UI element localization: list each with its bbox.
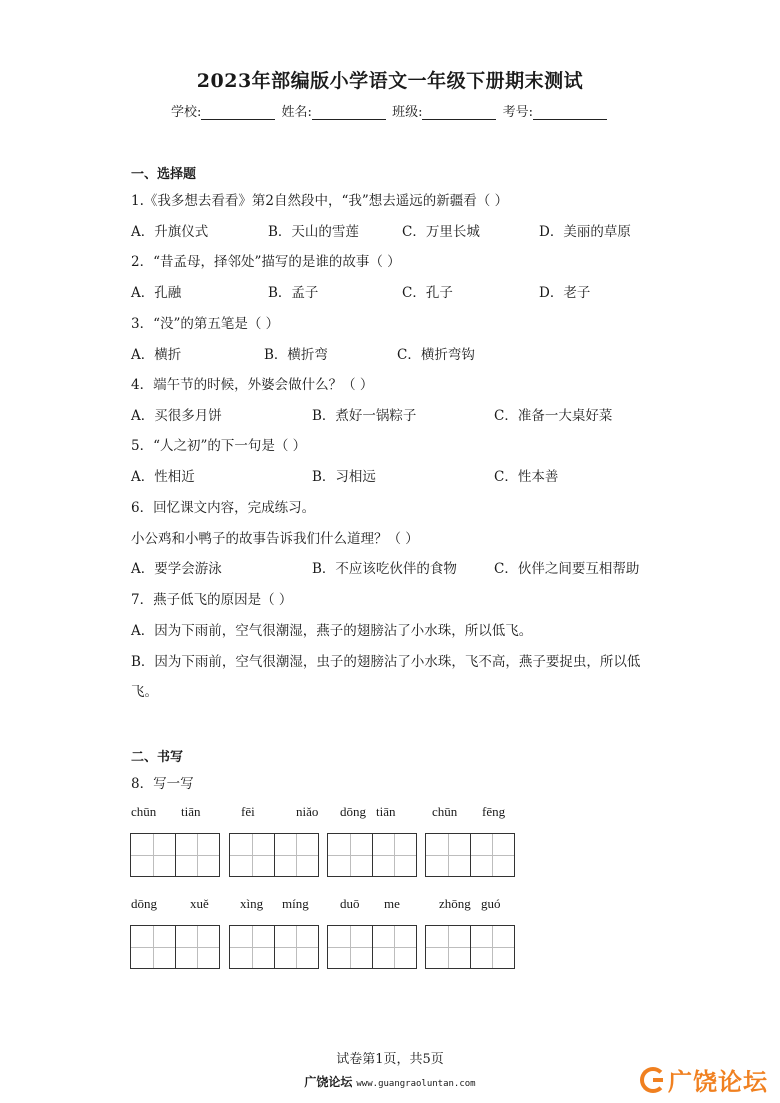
exam-no-label: 考号: [502,105,533,120]
q3-option-a: A．横折 [131,347,182,363]
q2-option-a: A．孔融 [131,285,182,301]
q7-option-b-line2: 飞。 [131,684,158,700]
pinyin-label: xìng [240,896,264,911]
q2-option-b: B．孟子 [268,285,319,301]
q5-option-a: A．性相近 [131,469,195,485]
pinyin-label: chūn [131,804,157,819]
pinyin-label: niǎo [296,804,319,819]
student-info-line [0,101,780,120]
q3-option-b: B．横折弯 [264,347,328,363]
name-label: 姓名: [281,105,312,120]
writing-grid[interactable] [327,925,417,969]
class-label: 班级: [392,105,423,120]
pinyin-label: tiān [181,804,201,819]
pinyin-label: dōng [340,804,366,819]
writing-grid[interactable] [425,833,515,877]
q4-option-a: A．买很多月饼 [131,408,222,424]
exam-no-blank[interactable] [533,105,607,120]
question-2: 2．“昔孟母，择邻处”描写的是谁的故事（ ） [131,254,401,270]
q2-option-c: C．孔子 [402,285,453,301]
q1-option-a: A．升旗仪式 [131,224,209,240]
pinyin-label: duō [340,896,360,911]
q6-option-c: C．伙伴之间要互相帮助 [494,561,640,577]
q1-option-c: C．万里长城 [402,224,480,240]
question-6: 6．回忆课文内容，完成练习。 [131,500,316,516]
logo-g-icon [640,1067,666,1093]
writing-grid[interactable] [327,833,417,877]
section-heading-choice: 一、选择题 [131,167,197,182]
q5-option-b: B．习相远 [312,469,376,485]
q7-option-a: A．因为下雨前，空气很潮湿，燕子的翅膀沾了小水珠，所以低飞。 [131,623,533,639]
pinyin-label: me [384,896,400,911]
q1-option-d: D．美丽的草原 [539,224,631,240]
question-5: 5．“人之初”的下一句是（ ） [131,438,307,454]
page-title: 2023年部编版小学语文一年级下册期末测试 [196,70,584,92]
writing-grid[interactable] [130,925,220,969]
pinyin-label: guó [481,896,501,911]
question-7: 7．燕子低飞的原因是（ ） [131,592,293,608]
q7-option-b-line1: B．因为下雨前，空气很潮湿，虫子的翅膀沾了小水珠，飞不高，燕子要捉虫，所以低 [131,654,641,670]
q6-option-b: B．不应该吃伙伴的食物 [312,561,457,577]
pinyin-label: chūn [432,804,458,819]
question-3: 3．“没”的第五笔是（ ） [131,316,280,332]
q6-option-a: A．要学会游泳 [131,561,222,577]
school-label: 学校: [171,105,202,120]
writing-grid[interactable] [425,925,515,969]
site-logo [640,1062,768,1097]
writing-grid[interactable] [229,833,319,877]
pinyin-label: dōng [131,896,157,911]
school-blank[interactable] [201,105,275,120]
writing-grid[interactable] [229,925,319,969]
pinyin-label: fēng [482,804,506,819]
site-name: 广饶论坛 [304,1075,353,1089]
question-6-sub: 小公鸡和小鸭子的故事告诉我们什么道理？（ ） [131,531,419,547]
q4-option-c: C．准备一大桌好菜 [494,408,613,424]
pinyin-label: tiān [376,804,396,819]
pinyin-label: zhōng [439,896,471,911]
writing-grid[interactable] [130,833,220,877]
question-4: 4．端午节的时候，外婆会做什么？（ ） [131,377,374,393]
class-blank[interactable] [422,105,496,120]
q3-option-c: C．横折弯钩 [397,347,475,363]
page-number: 试卷第1页，共5页 [336,1052,444,1067]
pinyin-label: fēi [241,804,255,819]
pinyin-label: xuě [190,896,209,911]
question-8: 8．写一写 [131,776,194,792]
pinyin-label: míng [282,896,309,911]
q1-option-b: B．天山的雪莲 [268,224,359,240]
q4-option-b: B．煮好一锅粽子 [312,408,417,424]
q5-option-c: C．性本善 [494,469,559,485]
logo-text: 广饶论坛 [668,1068,768,1096]
question-1: 1.《我多想去看看》第2自然段中，“我”想去遥远的新疆看（ ） [131,193,509,209]
q2-option-d: D．老子 [539,285,591,301]
section-heading-writing: 二、书写 [131,750,184,765]
name-blank[interactable] [312,105,386,120]
site-url: www.guangraoluntan.com [356,1079,476,1089]
